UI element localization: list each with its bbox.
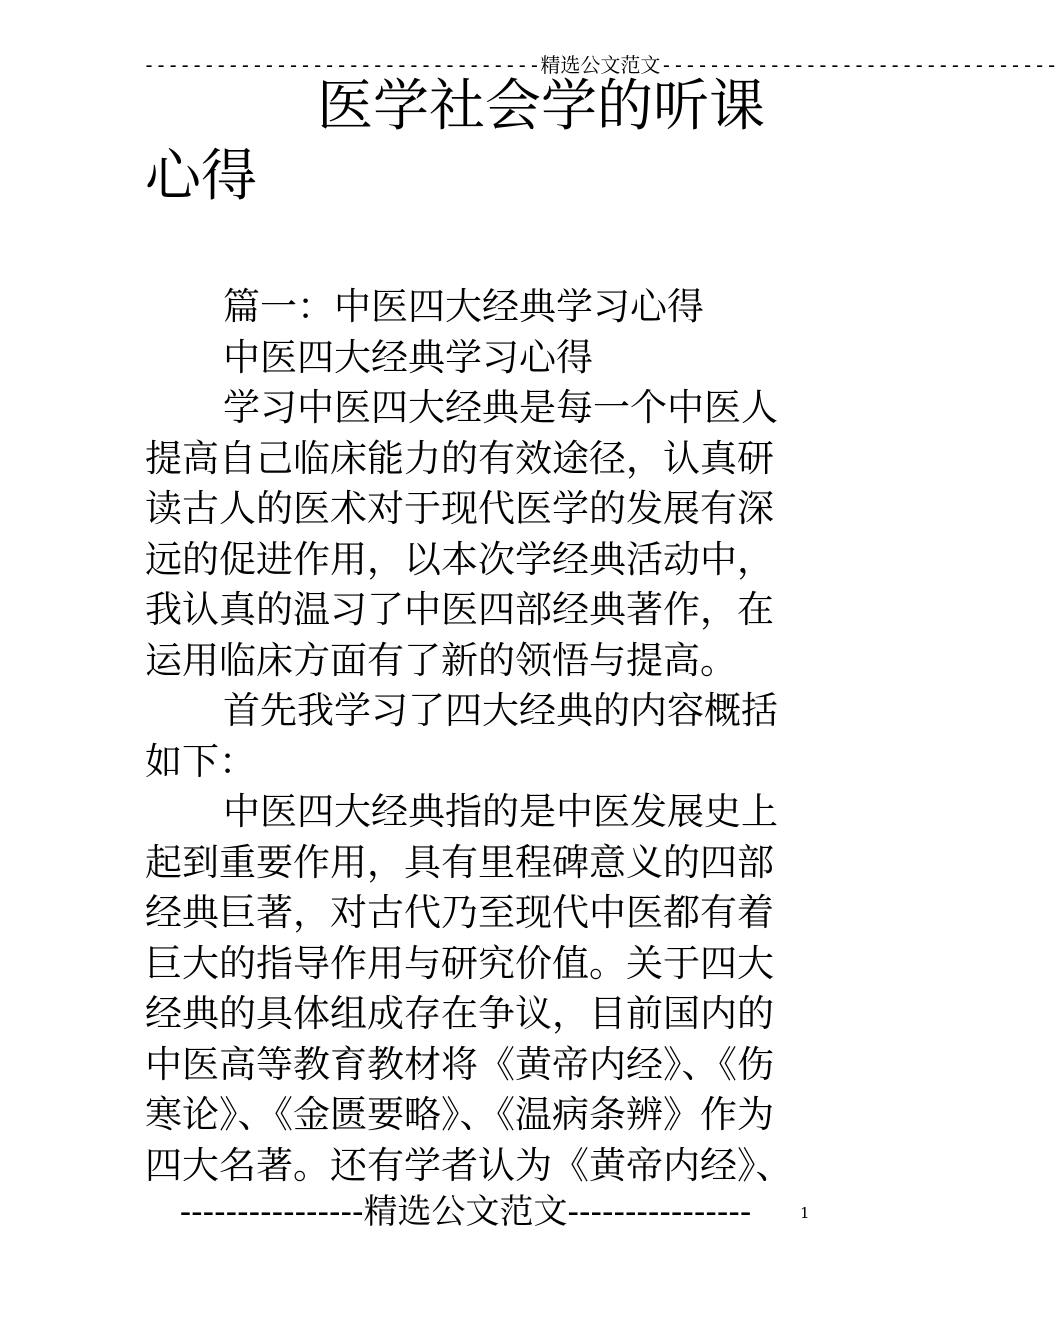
section-heading: 篇一：中医四大经典学习心得 [223,285,704,328]
header-text: ---------------------------------精选公文范文--------------------------------- [143,53,1058,77]
page-number: 1 [800,1204,810,1222]
document-body [145,282,805,1191]
body-paragraph: 首先我学习了四大经典的内容概括如下： [145,689,778,783]
page-footer [143,1190,788,1234]
body-paragraph: 学习中医四大经典是每一个中医人提高自己临床能力的有效途径，认真研读古人的医术对于现代医学的发展有深远的促进作用，以本次学经典活动中，我认真的温习了中医四部经典著作，在运用临床方面有了新的领悟与提高。 [145,386,778,682]
body-paragraph: 中医四大经典指的是中医发展史上起到重要作用，具有里程碑意义的四部经典巨著，对古代乃至现代中医都有着巨大的指导作用与研究价值。关于四大经典的具体组成存在争议，目前国内的中医高等教育教材将《黄帝内经》、《伤寒论》、《金匮要略》、《温病条辨》作为四大名著。还有学者认为《黄帝内经》、 [145,790,793,1187]
subheading: 中医四大经典学习心得 [223,335,593,379]
document-title: 医学社会学的听课心得 [145,74,765,209]
footer-text: ----------------精选公文范文---------------- [179,1192,752,1232]
